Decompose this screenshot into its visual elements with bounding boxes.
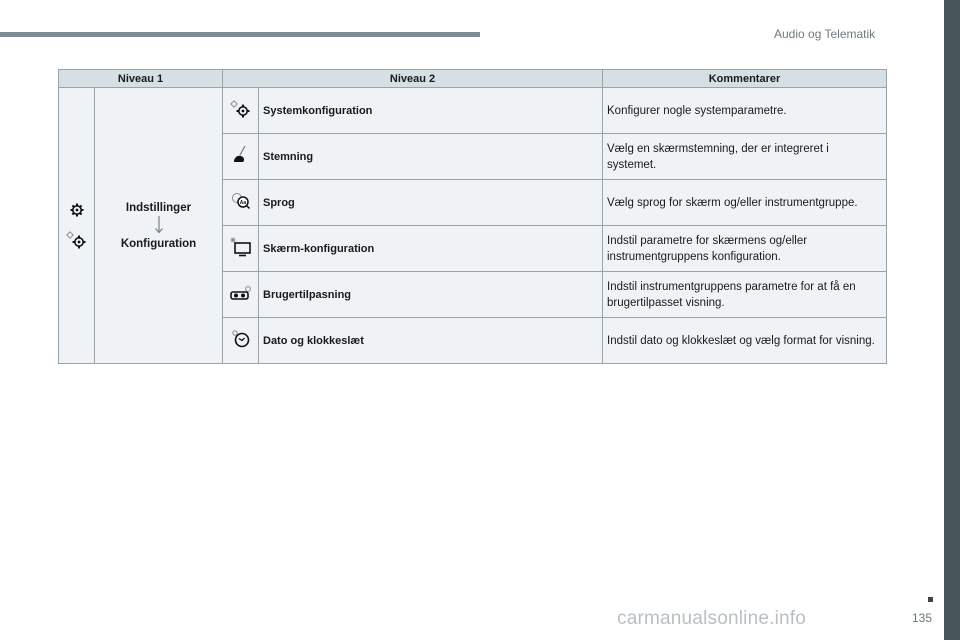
table-header-row	[59, 70, 887, 88]
row-label: Systemkonfiguration	[259, 88, 603, 134]
gear-icon	[70, 203, 84, 217]
svg-text:Aa: Aa	[239, 200, 246, 206]
row-icon-cell	[223, 318, 259, 364]
row-icon-cell	[223, 272, 259, 318]
language-bubble-icon	[231, 192, 251, 210]
level1-label-cell	[95, 88, 223, 364]
screen-settings-icon	[230, 237, 252, 257]
row-comment: Indstil dato og klokkeslæt og vælg format for visning.	[603, 318, 887, 364]
row-label: Sprog	[259, 180, 603, 226]
column-header-niveau-1: Niveau 1	[59, 70, 223, 88]
row-comment: Vælg sprog for skærm og/eller instrumentgruppe.	[603, 180, 887, 226]
column-header-niveau-2: Niveau 2	[223, 70, 603, 88]
system-settings-icon	[230, 100, 252, 118]
instrument-cluster-icon	[229, 285, 253, 301]
row-comment: Konfigurer nogle systemparametre.	[603, 88, 887, 134]
row-icon-cell	[223, 134, 259, 180]
clock-icon	[231, 329, 251, 349]
row-icon-cell	[223, 180, 259, 226]
row-icon-cell	[223, 88, 259, 134]
gear-small-gear-icon	[66, 231, 88, 249]
top-accent-bar	[0, 32, 480, 37]
table-row	[59, 88, 887, 134]
row-label: Skærm-konfiguration	[259, 226, 603, 272]
theme-brush-icon	[231, 145, 251, 165]
row-label: Stemning	[259, 134, 603, 180]
row-comment: Indstil parametre for skærmens og/eller instrumentgruppens konfiguration.	[603, 226, 887, 272]
row-icon-cell	[223, 226, 259, 272]
row-label: Dato og klokkeslæt	[259, 318, 603, 364]
level1-title: Indstillinger	[125, 201, 192, 214]
side-strip	[944, 0, 960, 640]
section-title: Audio og Telematik	[774, 27, 876, 41]
watermark: carmanualsonline.info	[617, 608, 807, 629]
level1-subtitle: Konfiguration	[120, 237, 197, 250]
row-comment: Indstil instrumentgruppens parametre for at få en brugertilpasset visning.	[603, 272, 887, 318]
row-label: Brugertilpasning	[259, 272, 603, 318]
level1-icon-cell	[59, 88, 95, 364]
arrow-down-icon	[154, 216, 164, 236]
page-marker	[928, 597, 933, 602]
settings-table	[58, 69, 887, 364]
row-comment: Vælg en skærmstemning, der er integreret i systemet.	[603, 134, 887, 180]
column-header-kommentarer: Kommentarer	[603, 70, 887, 88]
page-number: 135	[912, 611, 933, 625]
